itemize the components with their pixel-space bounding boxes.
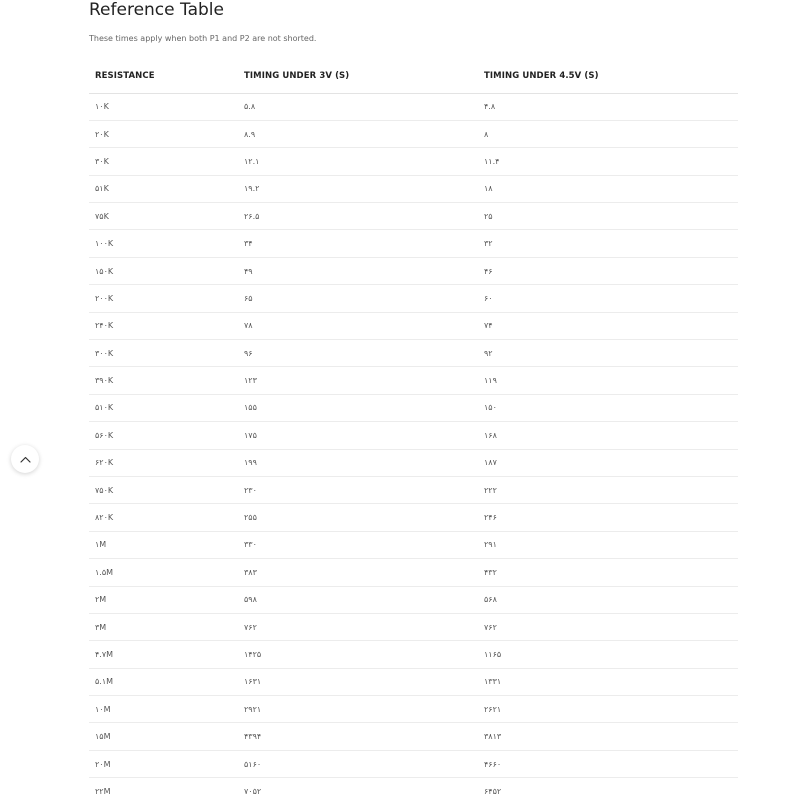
cell-timing-3v: ۱۲.۱	[238, 148, 478, 175]
cell-resistance: ۳M	[89, 613, 238, 640]
cell-resistance: ۱۵۰K	[89, 257, 238, 284]
table-row	[89, 120, 738, 147]
cell-resistance: ۱۰M	[89, 696, 238, 723]
section-title: Reference Table	[89, 0, 224, 20]
cell-timing-3v: ۲۶.۵	[238, 203, 478, 230]
cell-timing-4-5v: ۷۶۲	[478, 613, 738, 640]
cell-timing-4-5v: ۶۴۵۲	[478, 778, 738, 800]
cell-timing-4-5v: ۷۴	[478, 312, 738, 339]
table-row	[89, 257, 738, 284]
cell-timing-3v: ۳۸۳	[238, 559, 478, 586]
cell-timing-4-5v: ۲۶۲۱	[478, 696, 738, 723]
table-row	[89, 367, 738, 394]
table-row	[89, 531, 738, 558]
cell-timing-3v: ۳۴	[238, 230, 478, 257]
column-header-resistance: RESISTANCE	[89, 60, 238, 93]
table-row	[89, 422, 738, 449]
cell-timing-3v: ۷۶۲	[238, 613, 478, 640]
table-row	[89, 613, 738, 640]
cell-resistance: ۶۲۰K	[89, 449, 238, 476]
table-row	[89, 148, 738, 175]
cell-timing-3v: ۱۷۵	[238, 422, 478, 449]
cell-resistance: ۲۰K	[89, 120, 238, 147]
table-row	[89, 641, 738, 668]
table-row	[89, 93, 738, 120]
cell-timing-4-5v: ۱۶۸	[478, 422, 738, 449]
cell-resistance: ۲۲M	[89, 778, 238, 800]
cell-timing-3v: ۵۱۶۰	[238, 750, 478, 777]
table-row	[89, 504, 738, 531]
cell-resistance: ۴.۷M	[89, 641, 238, 668]
cell-timing-4-5v: ۳۸۱۳	[478, 723, 738, 750]
cell-timing-3v: ۴۳۹۴	[238, 723, 478, 750]
table-row	[89, 723, 738, 750]
table-row	[89, 394, 738, 421]
cell-timing-4-5v: ۱۸۷	[478, 449, 738, 476]
cell-timing-3v: ۱۵۵	[238, 394, 478, 421]
cell-resistance: ۷۵K	[89, 203, 238, 230]
table-row	[89, 559, 738, 586]
reference-table	[89, 60, 738, 800]
cell-resistance: ۲۴۰K	[89, 312, 238, 339]
cell-resistance: ۳۰K	[89, 148, 238, 175]
cell-resistance: ۳۰۰K	[89, 340, 238, 367]
table-row	[89, 312, 738, 339]
cell-timing-4-5v: ۴۶۶۰	[478, 750, 738, 777]
table-row	[89, 285, 738, 312]
column-header-timing-4-5v: TIMING UNDER 4.5V (S)	[478, 60, 738, 93]
table-row	[89, 340, 738, 367]
cell-timing-3v: ۲۳۰	[238, 476, 478, 503]
cell-timing-4-5v: ۹۲	[478, 340, 738, 367]
cell-resistance: ۵۱۰K	[89, 394, 238, 421]
cell-timing-3v: ۹۶	[238, 340, 478, 367]
cell-timing-4-5v: ۳۲	[478, 230, 738, 257]
cell-timing-3v: ۲۵۵	[238, 504, 478, 531]
cell-timing-4-5v: ۲۹۱	[478, 531, 738, 558]
table-row	[89, 230, 738, 257]
cell-timing-4-5v: ۴.۸	[478, 93, 738, 120]
table-body	[89, 93, 738, 800]
cell-resistance: ۵۱K	[89, 175, 238, 202]
cell-timing-4-5v: ۴۶	[478, 257, 738, 284]
cell-resistance: ۱۰۰K	[89, 230, 238, 257]
table-row	[89, 203, 738, 230]
column-header-timing-3v: TIMING UNDER 3V (S)	[238, 60, 478, 93]
cell-resistance: ۱M	[89, 531, 238, 558]
cell-timing-3v: ۴۹	[238, 257, 478, 284]
cell-resistance: ۱.۵M	[89, 559, 238, 586]
cell-resistance: ۲M	[89, 586, 238, 613]
cell-resistance: ۸۲۰K	[89, 504, 238, 531]
cell-resistance: ۱۵M	[89, 723, 238, 750]
cell-timing-4-5v: ۱۱.۴	[478, 148, 738, 175]
cell-timing-3v: ۸.۹	[238, 120, 478, 147]
cell-timing-3v: ۱۶۳۱	[238, 668, 478, 695]
cell-timing-4-5v: ۱۱۹	[478, 367, 738, 394]
cell-timing-3v: ۵۹۸	[238, 586, 478, 613]
cell-timing-4-5v: ۱۳۳۱	[478, 668, 738, 695]
cell-resistance: ۳۹۰K	[89, 367, 238, 394]
table-row	[89, 476, 738, 503]
chevron-up-icon	[20, 456, 31, 463]
cell-timing-4-5v: ۴۳۲	[478, 559, 738, 586]
cell-resistance: ۷۵۰K	[89, 476, 238, 503]
table-row	[89, 586, 738, 613]
cell-timing-4-5v: ۱۸	[478, 175, 738, 202]
cell-timing-4-5v: ۲۵	[478, 203, 738, 230]
cell-timing-3v: ۱۲۳	[238, 367, 478, 394]
cell-timing-3v: ۲۹۲۱	[238, 696, 478, 723]
cell-timing-3v: ۳۳۰	[238, 531, 478, 558]
cell-timing-4-5v: ۱۵۰	[478, 394, 738, 421]
cell-timing-3v: ۱۹۹	[238, 449, 478, 476]
cell-timing-4-5v: ۲۴۶	[478, 504, 738, 531]
cell-timing-4-5v: ۶۰	[478, 285, 738, 312]
table-row	[89, 778, 738, 800]
cell-timing-3v: ۵.۸	[238, 93, 478, 120]
table-row	[89, 696, 738, 723]
table-row	[89, 175, 738, 202]
cell-resistance: ۵۶۰K	[89, 422, 238, 449]
cell-resistance: ۱۰K	[89, 93, 238, 120]
cell-timing-3v: ۶۵	[238, 285, 478, 312]
table-row	[89, 449, 738, 476]
table-row	[89, 750, 738, 777]
cell-timing-3v: ۱۹.۲	[238, 175, 478, 202]
scroll-to-top-button[interactable]	[11, 445, 39, 473]
cell-timing-3v: ۱۴۲۵	[238, 641, 478, 668]
reference-section	[89, 0, 738, 800]
cell-timing-3v: ۷۸	[238, 312, 478, 339]
cell-resistance: ۲۰M	[89, 750, 238, 777]
table-row	[89, 668, 738, 695]
cell-resistance: ۲۰۰K	[89, 285, 238, 312]
section-subtitle: These times apply when both P1 and P2 are not shorted.	[89, 34, 317, 43]
cell-timing-4-5v: ۸	[478, 120, 738, 147]
cell-timing-4-5v: ۱۱۶۵	[478, 641, 738, 668]
cell-resistance: ۵.۱M	[89, 668, 238, 695]
table-header-row	[89, 60, 738, 93]
cell-timing-4-5v: ۵۶۸	[478, 586, 738, 613]
cell-timing-3v: ۷۰۵۲	[238, 778, 478, 800]
cell-timing-4-5v: ۲۲۲	[478, 476, 738, 503]
